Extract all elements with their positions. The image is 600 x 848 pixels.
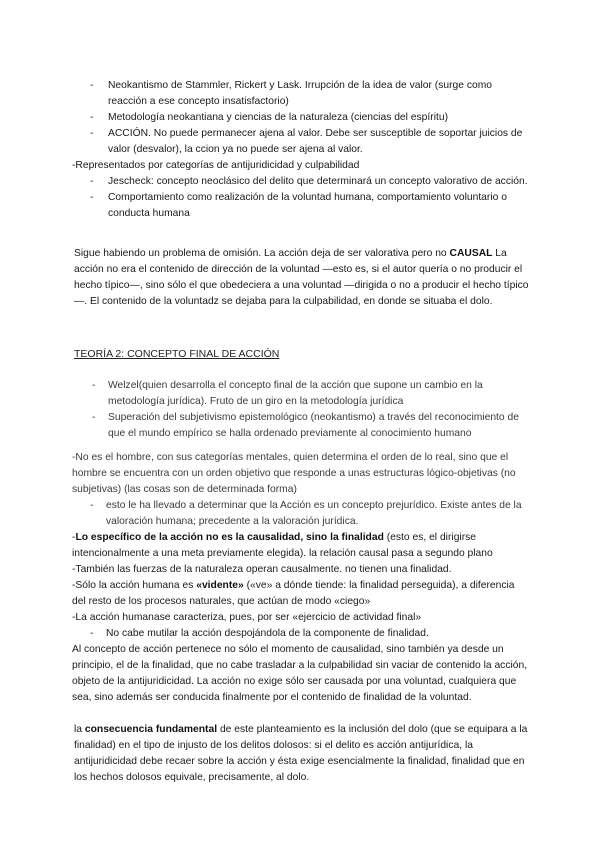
list-item: - Jescheck: concepto neoclásico del delito que determinará un concepto valorativo de acción.	[0, 174, 600, 190]
list-dash: -	[90, 128, 94, 139]
represented-line: -Representados por categorías de antijuridicidad y culpabilidad	[72, 160, 360, 171]
bold-consequence: consecuencia fundamental	[84, 724, 218, 735]
bold-finality: Lo específico de la acción no es la causalidad, sino la finalidad	[75, 532, 384, 543]
prejuridical-list	[0, 498, 600, 530]
list-item: - Neokantismo de Stammler, Rickert y Lask. Irrupción de la idea de valor (surge como reacción a ese concepto insatisfactorio)	[90, 80, 493, 107]
list-item: - Welzel(quien desarrolla el concepto final de la acción que supone un cambio en la metodología jurídica). Fruto de un giro en la metodología jurídica	[92, 380, 483, 407]
list-item: - Superación del subjetivismo epistemológico (neokantismo) a través del reconocimiento de que el mundo empírico se halla ordenado previamente al conocimiento humano	[92, 412, 519, 439]
list-dash: -	[90, 192, 94, 203]
concept-paragraph: Al concepto de acción pertenece no sólo el momento de causalidad, sino también ya desde un principio, el de la finalidad, que no cabe trasladar a la culpabilidad sin vaciar de contenido la acción, objeto de la antijuridicidad. La acción no exige sólo ser causada por una voluntad, cualquiera que sea, sino además ser conducida finalmente por el contenido de finalidad de la voluntad.	[72, 644, 528, 703]
consequence-paragraph: la consecuencia fundamental de este planteamiento es la inclusión del dolo (que se equipara a la finalidad) en el tipo de injusto de los delitos dolosos: si el delito es acción antijurídica, la antijuridicidad debe recaer sobre la acción y ésta exige esencialmente la finalidad, finalidad que en los hechos dolosos equivale, precisamente, al dolo.	[74, 724, 528, 783]
specific-line: -Lo específico de la acción no es la causalidad, sino la finalidad (esto es, el dirigirse intencionalmente a una meta previamente elegida). la relación causal pasa a segundo plano	[72, 532, 493, 559]
mutilate-list	[0, 626, 600, 642]
vidente-line: -Sólo la acción humana es «vidente» («ve» a dónde tiende: la finalidad perseguida), a diferencia del resto de los procesos naturales, que actúan de modo «ciego»	[72, 580, 515, 607]
welzel-list	[0, 378, 600, 442]
list-item: - Comportamiento como realización de la voluntad humana, comportamiento voluntario o conducta humana	[90, 192, 507, 219]
list-item: - No cabe mutilar la acción despojándola de la componente de finalidad.	[0, 626, 600, 642]
jescheck-list	[0, 174, 600, 222]
list-dash: -	[90, 628, 94, 639]
list-dash: -	[90, 112, 94, 123]
neokantism-list	[0, 78, 600, 158]
characterized-line: -La acción humanase caracteriza, pues, por ser «ejercicio de actividad final»	[72, 612, 422, 623]
list-dash: -	[90, 80, 94, 91]
man-order-line: -No es el hombre, con sus categorías mentales, quien determina el orden de lo real, sino que el hombre se encuentra con un orden objetivo que responde a unas estructuras lógico-objetivas (no subjetivas) (las cosas son de determinada forma)	[72, 452, 516, 495]
list-item: - Metodología neokantiana y ciencias de la naturaleza (ciencias del espíritu)	[0, 110, 600, 126]
forces-line: -También las fuerzas de la naturaleza operan causalmente. no tienen una finalidad.	[72, 564, 452, 575]
bold-vidente: «vidente»	[196, 580, 244, 591]
bold-causal: CAUSAL	[449, 248, 493, 259]
list-dash: -	[90, 500, 94, 511]
list-dash: -	[92, 380, 96, 391]
section-heading: TEORÍA 2: CONCEPTO FINAL DE ACCIÓN	[74, 348, 280, 360]
list-item: - ACCIÓN. No puede permanecer ajena al valor. Debe ser susceptible de soportar juicios de valor (desvalor), la ccion ya no puede ser ajena al valor.	[90, 128, 523, 155]
list-dash: -	[92, 412, 96, 423]
list-dash: -	[90, 176, 94, 187]
theory2-heading-block	[0, 348, 600, 360]
omission-paragraph: Sigue habiendo un problema de omisión. La acción deja de ser valorativa pero no CAUSAL La acción no era el contenido de dirección de la voluntad —esto es, si el autor quería o no producir el hecho típico—, sino sólo el que obedeciera a una voluntad —dirigida o no a producir el hecho típico—. El contenido de la voluntadz se dejaba para la culpabilidad, en donde se situaba el dolo.	[74, 248, 529, 307]
list-item: - esto le ha llevado a determinar que la Acción es un concepto prejurídico. Existe antes de la valoración humana; precedente a la valoración jurídica.	[90, 500, 522, 527]
